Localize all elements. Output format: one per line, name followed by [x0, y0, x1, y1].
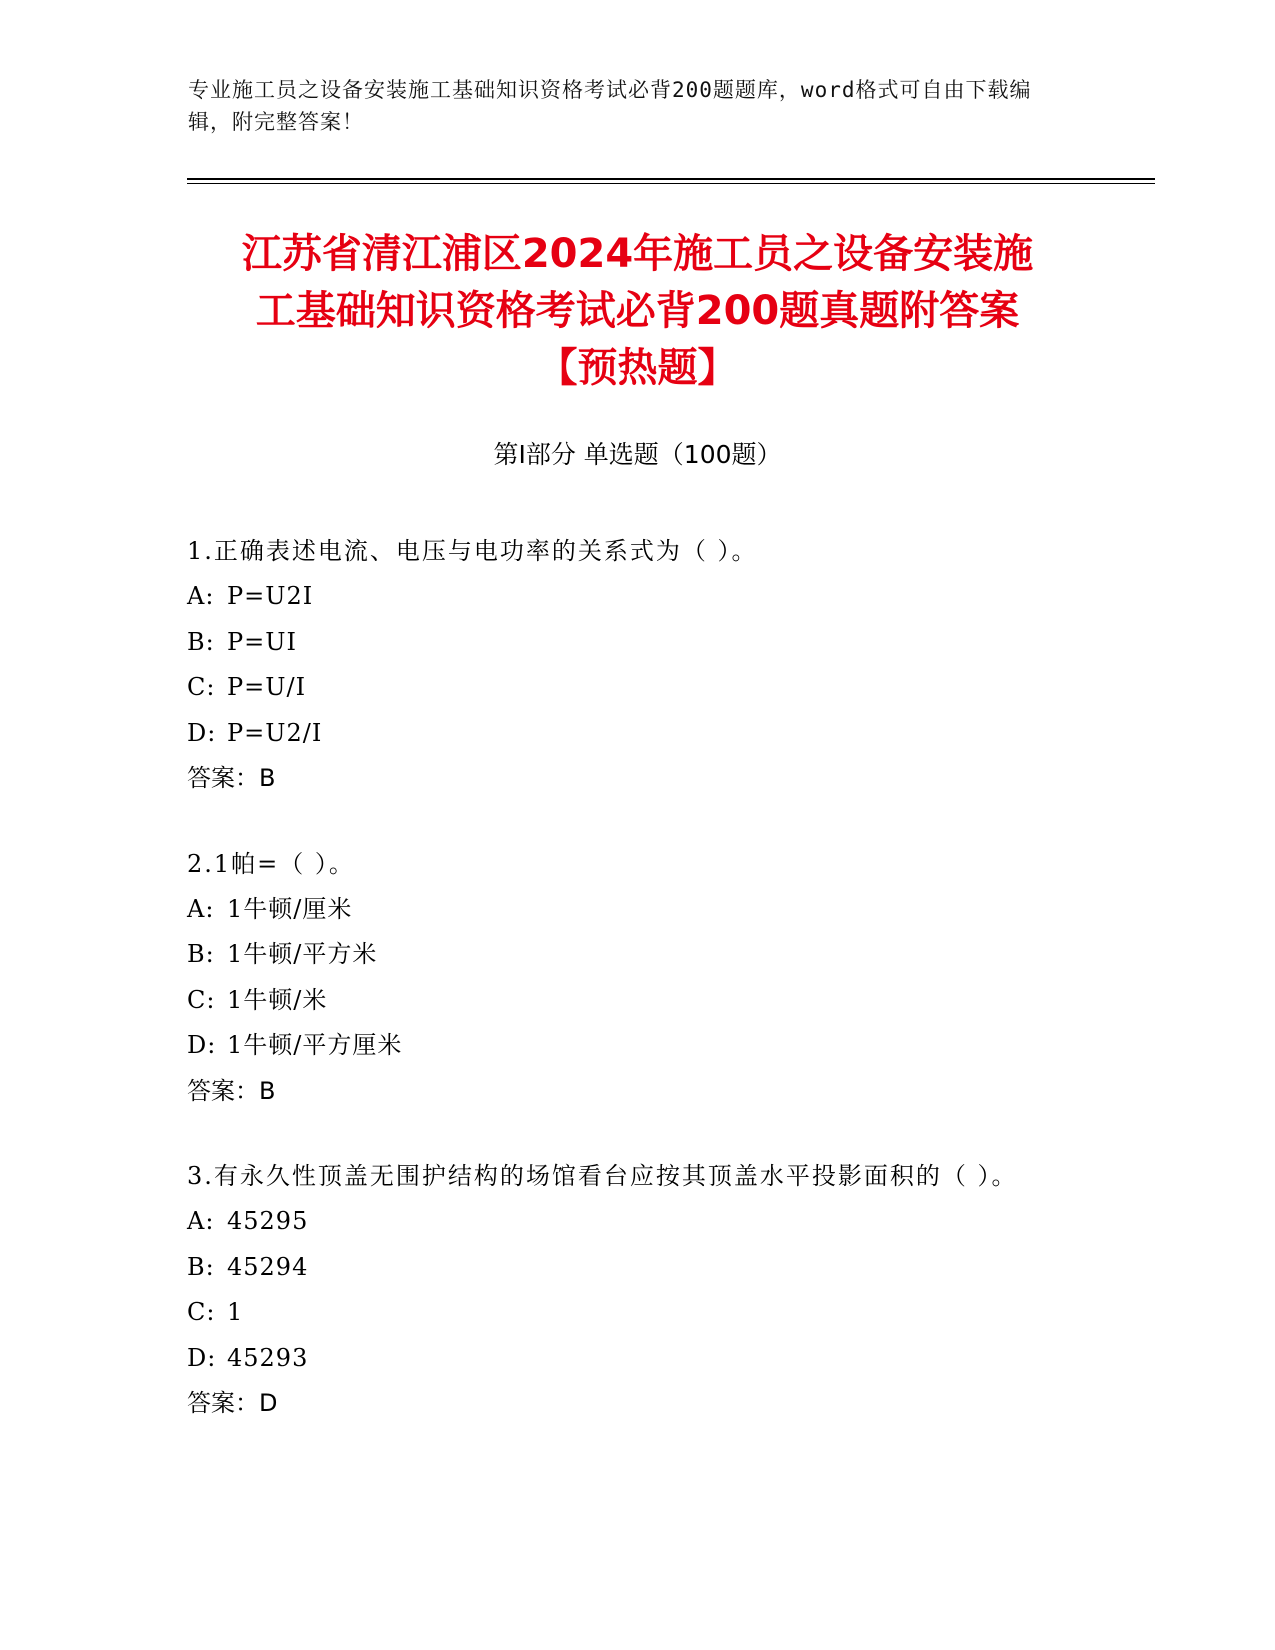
option-b: [187, 620, 1087, 666]
option-letter: C:: [187, 985, 216, 1014]
option-c: [187, 665, 1087, 711]
question-2: [187, 841, 1087, 1115]
option-letter: D:: [187, 718, 217, 747]
question-stem: 3.有永久性顶盖无围护结构的场馆看台应按其顶盖水平投影面积的（ ）。: [187, 1162, 1018, 1190]
option-letter: B:: [187, 627, 215, 656]
title-line-1: 江苏省清江浦区2024年施工员之设备安装施: [241, 231, 1034, 277]
option-text: 1牛顿/平方厘米: [227, 1031, 403, 1059]
option-b: [187, 932, 1087, 978]
option-letter: C:: [187, 673, 216, 701]
header-rule-thin: [187, 183, 1155, 184]
header-rule-thick: [187, 178, 1155, 180]
question-list: [187, 528, 1087, 1466]
option-a: [187, 1199, 1087, 1245]
option-letter: D:: [187, 1343, 217, 1372]
option-d: [187, 711, 1087, 757]
option-letter: A:: [187, 894, 215, 923]
option-letter: D:: [187, 1031, 217, 1059]
answer-line: 答案：B: [187, 1076, 276, 1105]
option-letter: A:: [187, 1207, 215, 1235]
option-text: P=U2/I: [227, 718, 323, 747]
option-text: 1牛顿/厘米: [227, 894, 353, 923]
option-text: P=U/I: [227, 673, 307, 701]
option-a: [187, 574, 1087, 620]
option-letter: A:: [187, 582, 215, 610]
option-letter: C:: [187, 1298, 216, 1326]
option-text: 1牛顿/平方米: [227, 940, 378, 968]
option-a: [187, 887, 1087, 933]
question-stem: 1.正确表述电流、电压与电功率的关系式为（ ）。: [187, 537, 758, 565]
question-3: [187, 1153, 1087, 1427]
section-heading: 第Ⅰ部分 单选题（100题）: [493, 440, 782, 469]
title-line-2: 工基础知识资格考试必背200题真题附答案: [255, 288, 1020, 334]
option-text: 45294: [227, 1252, 309, 1281]
question-stem: 2.1帕=（ ）。: [187, 849, 355, 878]
option-d: [187, 1023, 1087, 1069]
answer-line: 答案：D: [187, 1389, 278, 1417]
option-text: 45295: [227, 1207, 309, 1235]
title-line-3: 【预热题】: [537, 345, 738, 391]
option-b: [187, 1245, 1087, 1291]
option-text: P=U2I: [227, 582, 314, 610]
option-text: P=UI: [227, 627, 297, 656]
option-letter: B:: [187, 940, 215, 968]
option-text: 45293: [227, 1343, 309, 1372]
option-d: [187, 1336, 1087, 1382]
document-title: [160, 226, 1115, 397]
header-note: 专业施工员之设备安装施工基础知识资格考试必背200题题库，word格式可自由下载编辑，附完整答案！: [188, 78, 1032, 134]
option-text: 1牛顿/米: [227, 985, 328, 1014]
answer-line: 答案：B: [187, 764, 276, 792]
option-letter: B:: [187, 1252, 215, 1281]
question-1: [187, 528, 1087, 802]
option-c: [187, 978, 1087, 1024]
option-c: [187, 1290, 1087, 1336]
option-text: 1: [227, 1298, 244, 1326]
